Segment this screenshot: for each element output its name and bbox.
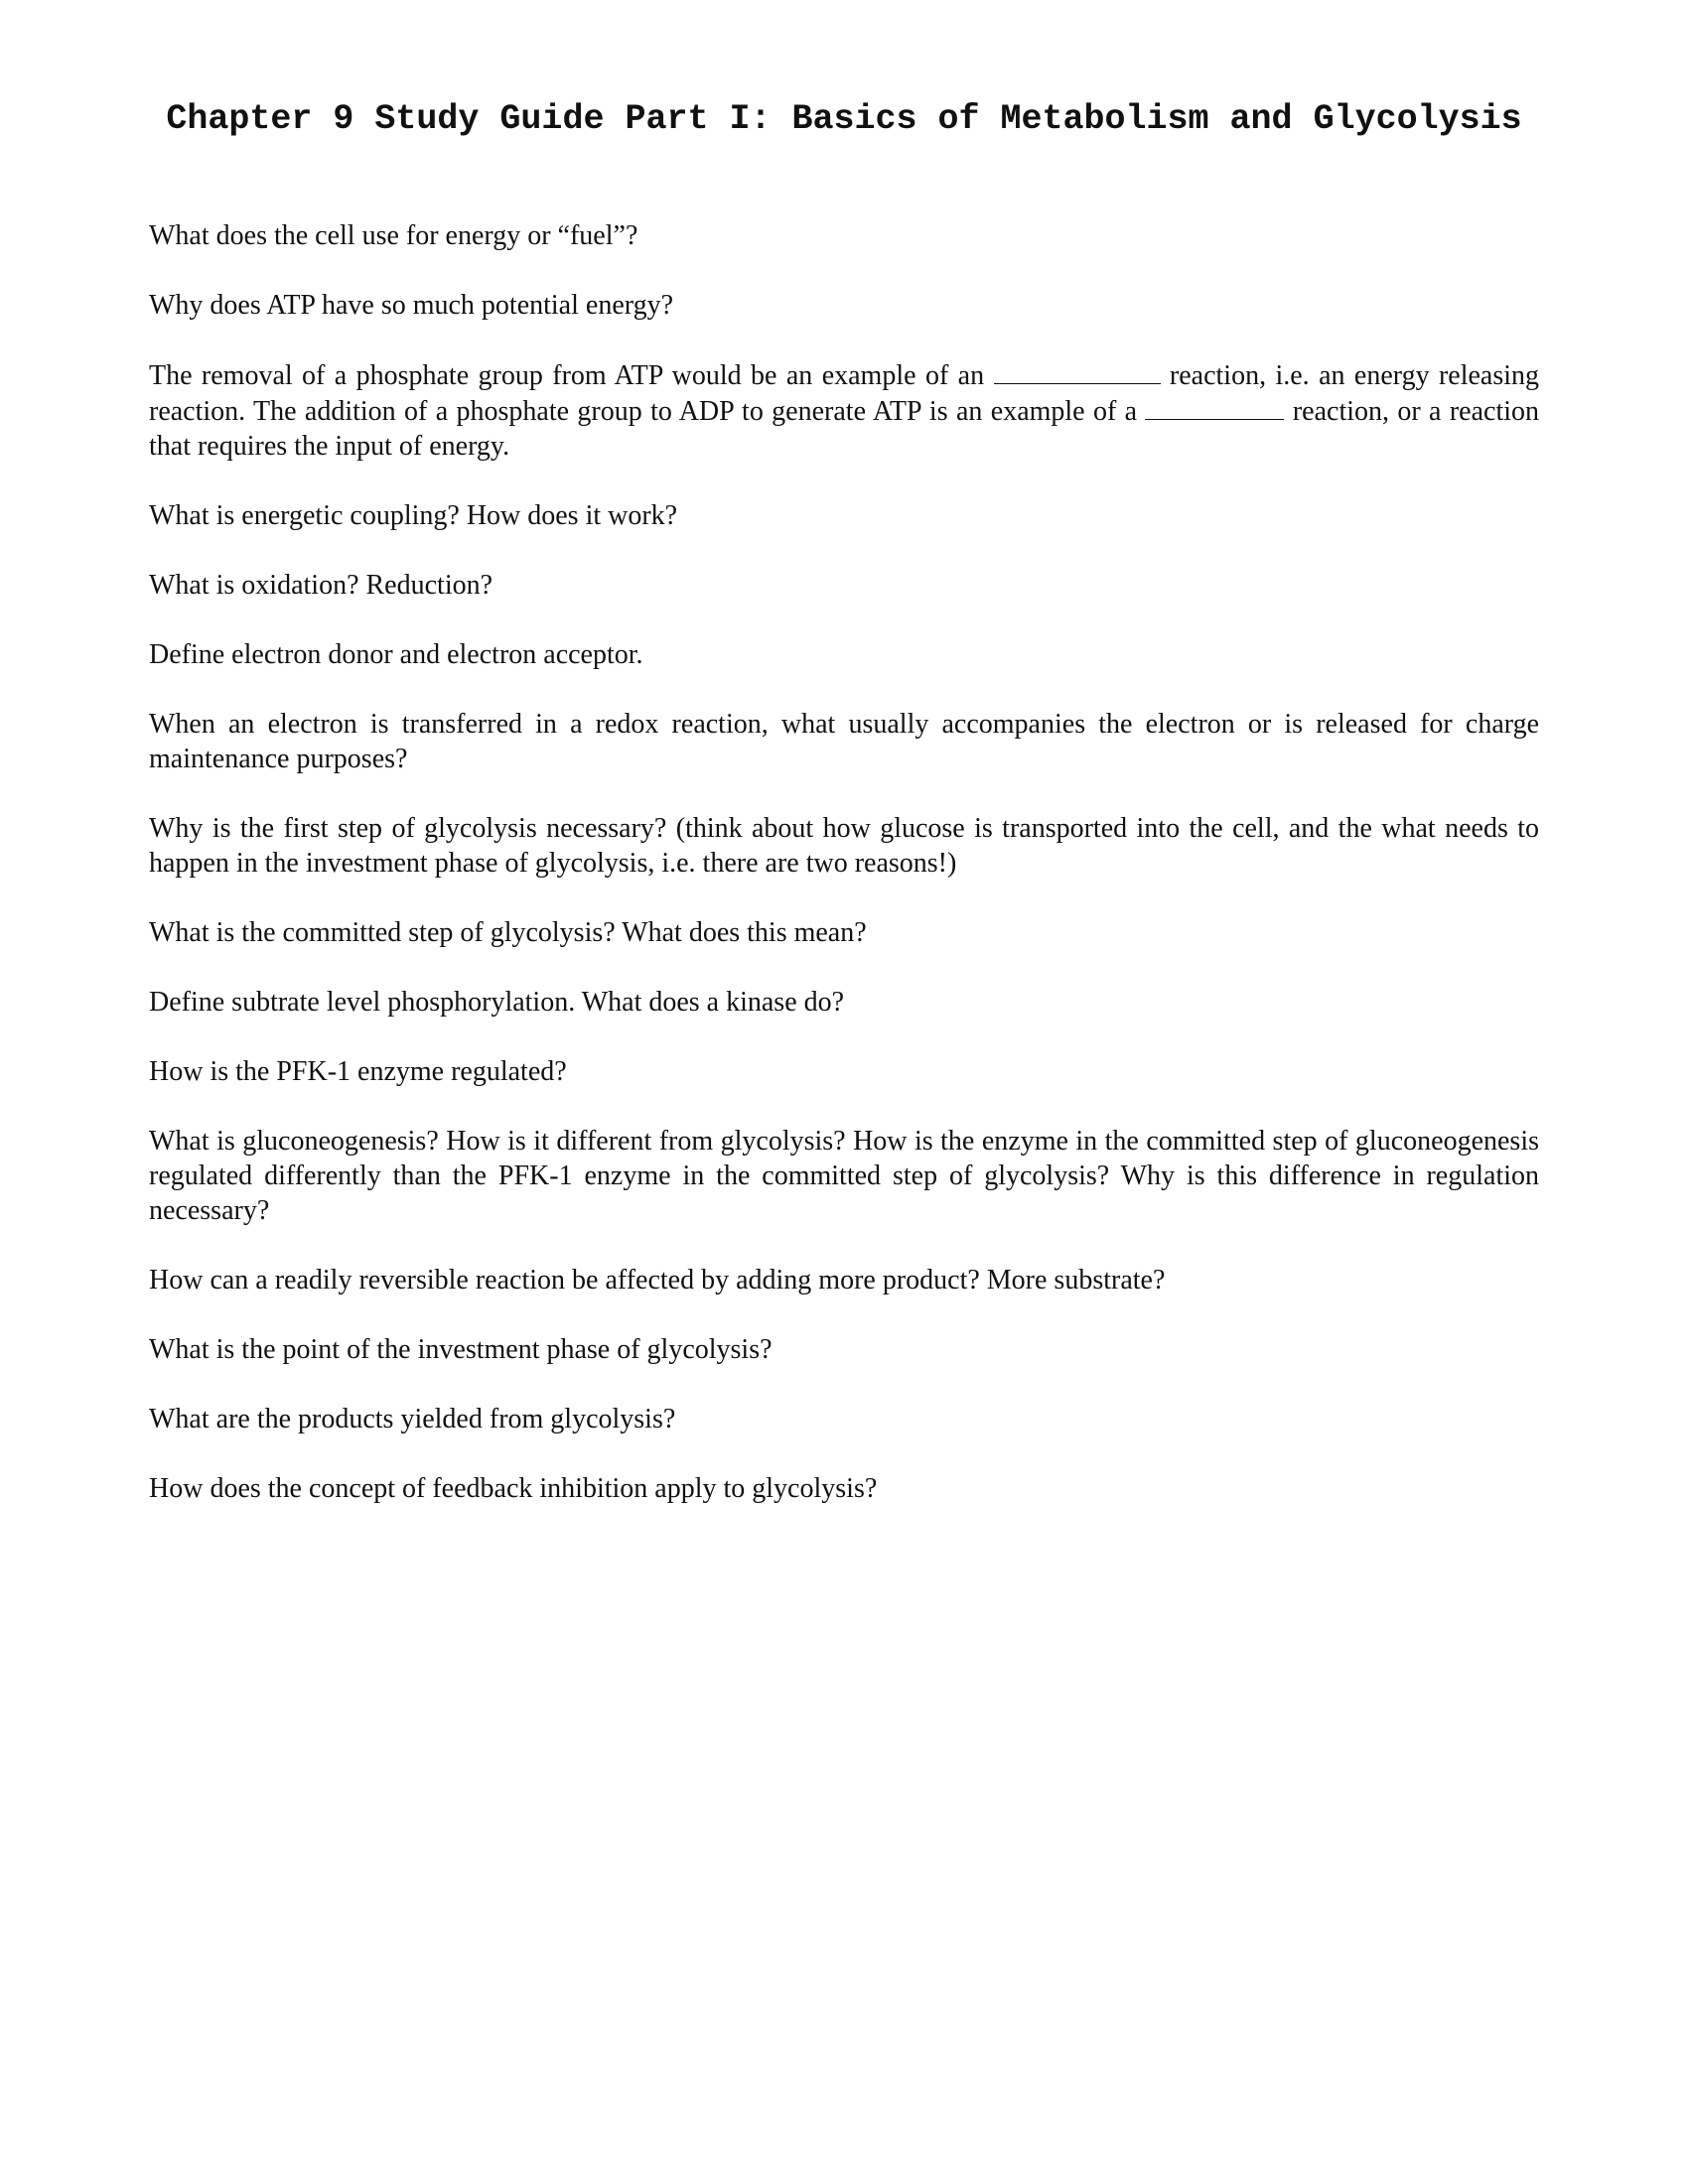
fill-in-blank-2 xyxy=(1145,393,1284,420)
question-14: What is the point of the investment phase of glycolysis? xyxy=(149,1334,773,1365)
fill-in-blank-1 xyxy=(994,357,1161,384)
question-5: What is oxidation? Reduction? xyxy=(149,570,493,601)
question-16: How does the concept of feedback inhibition apply to glycolysis? xyxy=(149,1473,878,1504)
question-10: Define subtrate level phosphorylation. What does a kinase do? xyxy=(149,987,845,1018)
question-list xyxy=(149,218,1539,1541)
question-11: How is the PFK-1 enzyme regulated? xyxy=(149,1056,567,1087)
question-3-fill-in xyxy=(149,357,1539,464)
question-3-part-1: The removal of a phosphate group from ATP would be an example of an xyxy=(149,360,985,391)
question-3-part-3: reaction, or a reaction that requires the input of energy. xyxy=(149,396,1540,462)
question-4: What is energetic coupling? How does it work? xyxy=(149,500,678,531)
page-title: Chapter 9 Study Guide Part I: Basics of Metabolism and Glycolysis xyxy=(166,99,1522,139)
question-6: Define electron donor and electron acceptor. xyxy=(149,639,643,670)
question-7: When an electron is transferred in a redox reaction, what usually accompanies the electron or is released for charge maintenance purposes? xyxy=(149,709,1539,774)
question-12: What is gluconeogenesis? How is it different from glycolysis? How is the enzyme in the committed step of gluconeogenesis regulated differently than the PFK-1 enzyme in the committed step of glycolysis? Why is this difference in regulation necessary? xyxy=(149,1126,1539,1226)
question-2: Why does ATP have so much potential energy? xyxy=(149,290,673,321)
question-3-part-2: reaction, i.e. an energy releasing reaction. The addition of a phosphate group to ADP to generate ATP is an example of a xyxy=(149,360,1540,427)
question-8: Why is the first step of glycolysis necessary? (think about how glucose is transported into the cell, and the what needs to happen in the investment phase of glycolysis, i.e. there are two reasons!) xyxy=(149,813,1539,879)
question-9: What is the committed step of glycolysis? What does this mean? xyxy=(149,917,867,948)
question-1: What does the cell use for energy or “fuel”? xyxy=(149,220,638,251)
question-15: What are the products yielded from glycolysis? xyxy=(149,1404,676,1434)
question-13: How can a readily reversible reaction be affected by adding more product? More substrate? xyxy=(149,1265,1166,1296)
